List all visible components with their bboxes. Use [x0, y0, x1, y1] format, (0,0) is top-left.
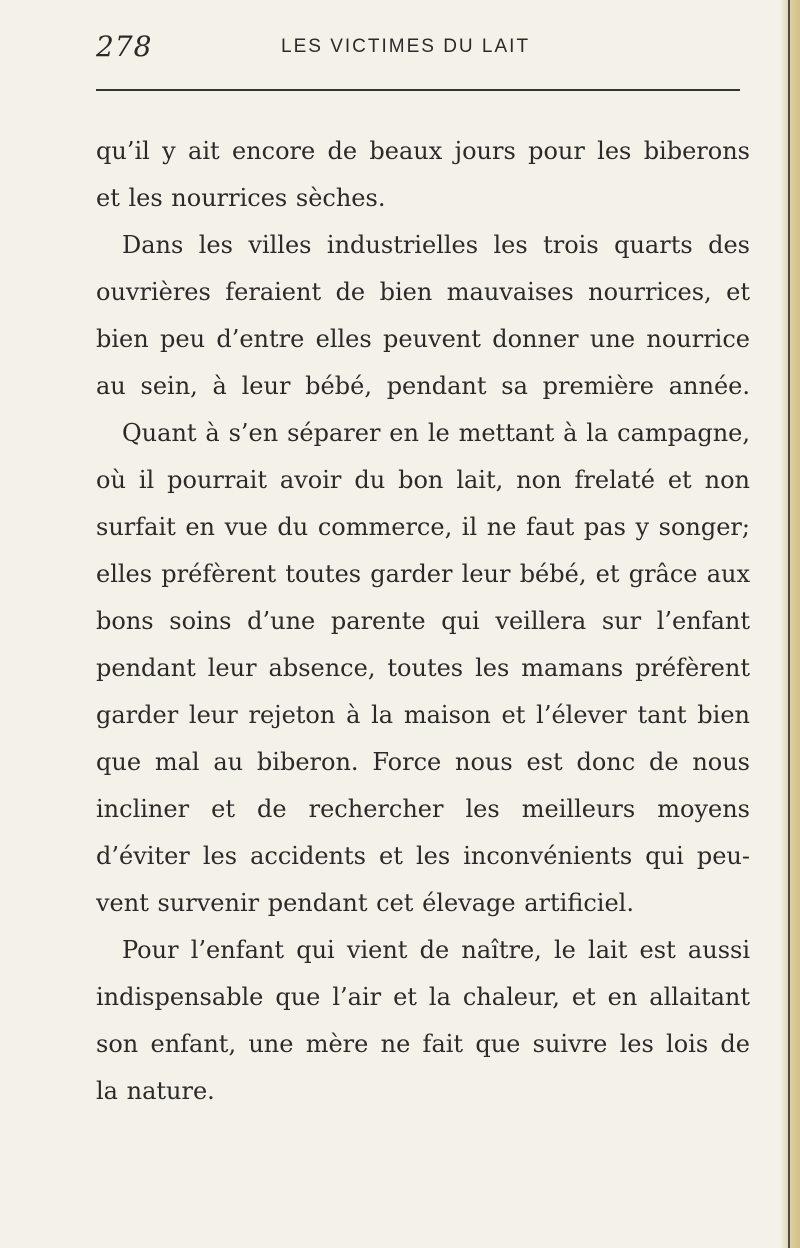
running-head [96, 30, 740, 70]
page-edge-line [788, 0, 790, 1248]
text-line: surfait en vue du commerce, il ne faut pas y songer; [96, 513, 750, 541]
text-line: son enfant, une mère ne fait que suivre les lois de [96, 1030, 750, 1058]
text-line: indispensable que l’air et la chaleur, et en allaitant [96, 983, 750, 1011]
text-line: qu’il y ait encore de beaux jours pour les biberons [96, 137, 750, 165]
text-line: Quant à s’en séparer en le mettant à la campagne, [122, 419, 750, 447]
text-line: ouvrières feraient de bien mauvaises nourrices, et [96, 278, 750, 306]
text-line: vent survenir pendant cet élevage artificiel. [96, 889, 634, 917]
text-line: d’éviter les accidents et les inconvénients qui peu- [96, 842, 750, 870]
header-rule [96, 89, 740, 91]
text-line: bien peu d’entre elles peuvent donner une nourrice [96, 325, 750, 353]
text-line: bons soins d’une parente qui veillera sur l’enfant [96, 607, 750, 635]
text-line: incliner et de rechercher les meilleurs moyens [96, 795, 750, 823]
text-line: elles préfèrent toutes garder leur bébé, et grâce aux [96, 560, 750, 588]
text-line: au sein, à leur bébé, pendant sa première année. [96, 372, 750, 400]
text-line: garder leur rejeton à la maison et l’élever tant bien [96, 701, 750, 729]
running-title: LES VICTIMES DU LAIT [281, 36, 531, 57]
text-line: où il pourrait avoir du bon lait, non frelaté et non [96, 466, 750, 494]
text-line: la nature. [96, 1077, 215, 1105]
page-spine-shadow [780, 0, 800, 1248]
text-line: Pour l’enfant qui vient de naître, le lait est aussi [122, 936, 750, 964]
body-text [96, 128, 750, 1115]
text-line: et les nourrices sèches. [96, 184, 386, 212]
text-line: que mal au biberon. Force nous est donc de nous [96, 748, 750, 776]
text-line: Dans les villes industrielles les trois quarts des [122, 231, 750, 259]
text-line: pendant leur absence, toutes les mamans préfèrent [96, 654, 750, 682]
page-number: 278 [96, 30, 153, 63]
